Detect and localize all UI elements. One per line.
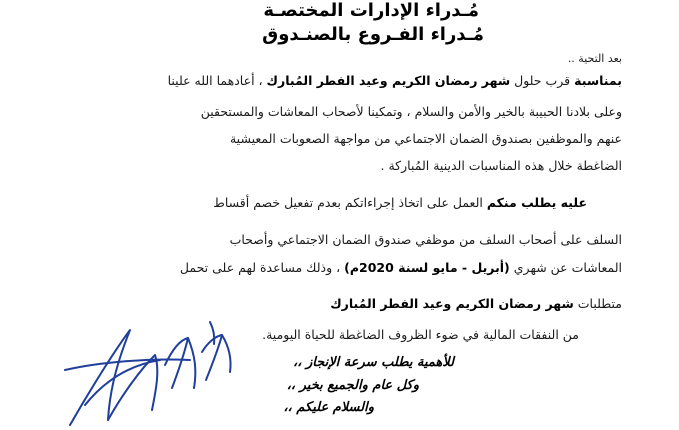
closing-salutation: والسلام عليكم ،، <box>283 400 374 415</box>
request-text: العمل على اتخاذ إجراءاتكم بعدم تفعيل خصم أقساط <box>213 195 483 210</box>
paragraph-2-line-4 <box>330 298 622 311</box>
paragraph-2-line-1 <box>213 197 587 210</box>
months-period: (أبريل - مايو لسنة 2020م) <box>344 260 510 275</box>
requirements-occasion: شهر رمضان الكريم وعيد الفطر المُبارك <box>330 296 574 311</box>
occasion-name: شهر رمضان الكريم وعيد الفطر المُبارك <box>266 73 511 88</box>
addressee-line-2: مُـدراء الفـروع بالصنـدوق <box>262 24 484 45</box>
paragraph-2-line-3 <box>180 262 622 275</box>
paragraph-1-line-3: عنهم والموظفين بصندوق الضمان الاجتماعي من مواجهة الصعوبات المعيشية <box>229 131 622 146</box>
closing-urgency: للأهمية يطلب سرعة الإنجاز ،، <box>293 355 454 370</box>
paragraph-1-line-4: الضاغطة خلال هذه المناسبات الدينية المُباركة . <box>380 158 622 173</box>
request-intro: عليه يطلب منكم <box>486 195 587 210</box>
closing-wishes: وكل عام والجميع بخير ،، <box>286 378 419 393</box>
requirements-intro: متطلبات <box>577 296 622 311</box>
occasion-approach: قرب حلول <box>514 73 571 88</box>
months-intro: المعاشات عن شهري <box>513 260 622 275</box>
months-purpose: ، وذلك مساعدة لهم على تحمل <box>179 260 341 275</box>
paragraph-1-line-1 <box>168 75 622 88</box>
greeting: بعد التحية .. <box>567 52 622 65</box>
paragraph-1-line-2: وعلى بلادنا الحبيبة بالخير والأمن والسلام ، وتمكينا لأصحاب المعاشات والمستحقين <box>200 104 622 119</box>
handwritten-signature <box>60 310 250 430</box>
paragraph-2-line-2: السلف على أصحاب السلف من موظفي صندوق الضمان الاجتماعي وأصحاب <box>229 232 622 247</box>
occasion-blessing: ، أعادهما الله علينا <box>167 73 263 88</box>
addressee-line-1: مُـدراء الإدارات المختصـة <box>263 0 479 21</box>
occasion-intro: بمناسبة <box>574 73 622 88</box>
paragraph-2-line-5: من النفقات المالية في ضوء الظروف الضاغطة للحياة اليومية. <box>262 327 579 342</box>
